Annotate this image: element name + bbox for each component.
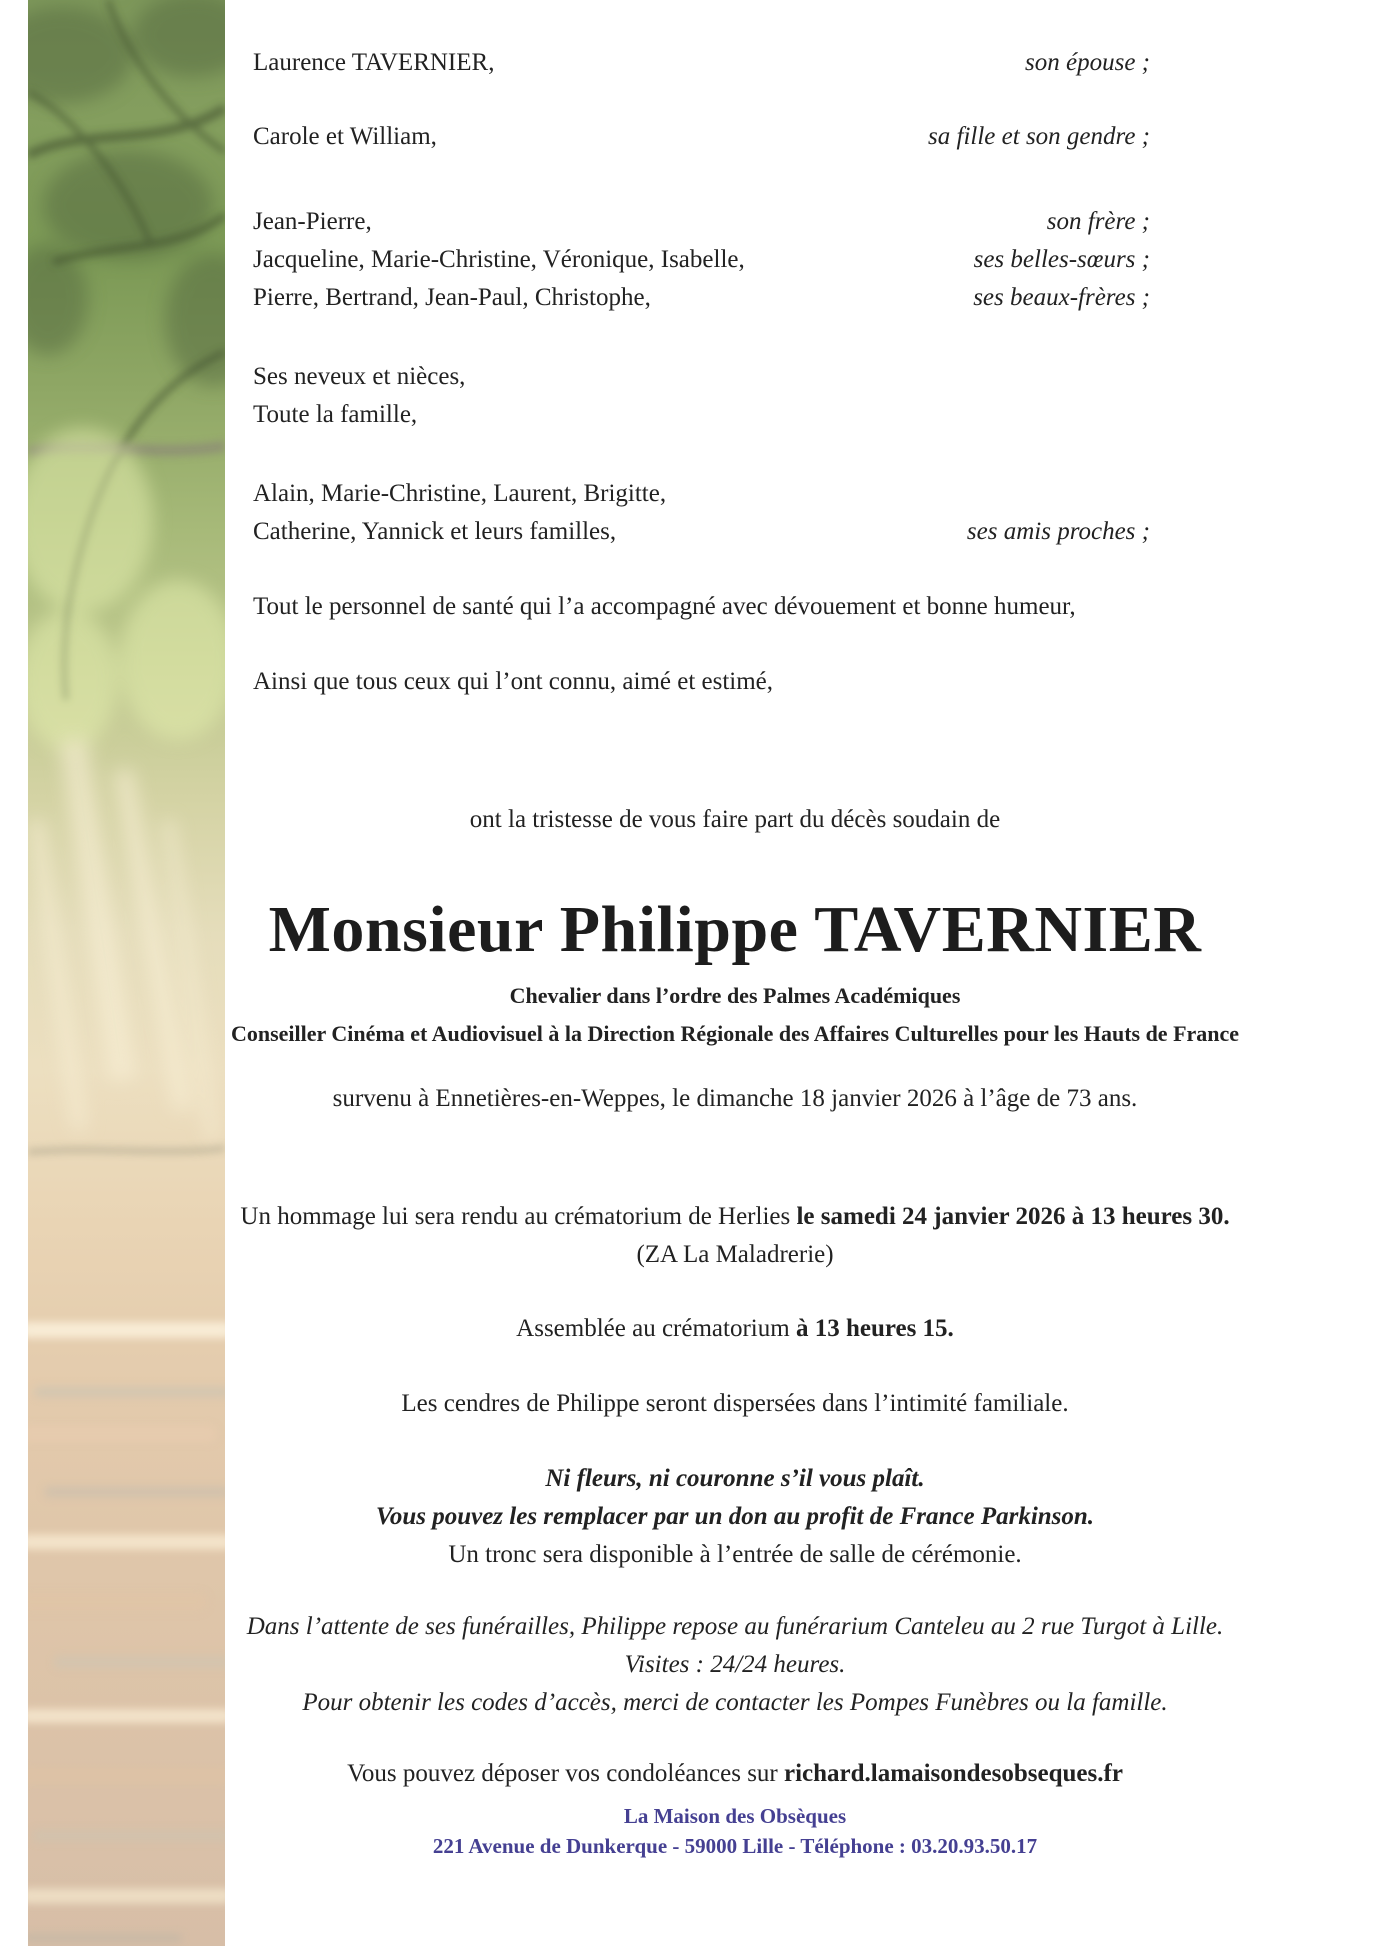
family-names: Carole et William, — [253, 123, 437, 150]
family-relation: son frère ; — [1046, 208, 1150, 235]
tribute-line — [160, 1198, 1310, 1236]
family-row — [253, 279, 1150, 317]
family-relation: sa fille et son gendre ; — [928, 123, 1150, 150]
no-flowers-line: Ni fleurs, ni couronne s’il vous plaît. — [545, 1465, 925, 1492]
visits-line: Visites : 24/24 heures. — [624, 1651, 846, 1678]
family-names: Tout le personnel de santé qui l’a accompagné avec dévouement et bonne humeur, — [253, 593, 1076, 620]
family-relation: son épouse ; — [1025, 49, 1150, 76]
assembly-time: à 13 heures 15. — [795, 1315, 954, 1342]
collection-box-line: Un tronc sera disponible à l’entrée de salle de cérémonie. — [448, 1541, 1022, 1568]
donation-line: Vous pouvez les remplacer par un don au profit de France Parkinson. — [375, 1503, 1095, 1530]
death-details: survenu à Ennetières-en-Weppes, le dimanche 18 janvier 2026 à l’âge de 73 ans. — [332, 1085, 1138, 1112]
access-codes-line: Pour obtenir les codes d’accès, merci de contacter les Pompes Funèbres ou la famille. — [302, 1689, 1168, 1716]
funeral-home-address: 221 Avenue de Dunkerque - 59000 Lille - Téléphone : 03.20.93.50.17 — [432, 1834, 1038, 1858]
funeral-home-name: La Maison des Obsèques — [623, 1804, 847, 1828]
intro-line: ont la tristesse de vous faire part du décès soudain de — [469, 806, 1001, 833]
family-names: Pierre, Bertrand, Jean-Paul, Christophe, — [253, 284, 651, 311]
family-names: Laurence TAVERNIER, — [253, 49, 495, 76]
family-row — [253, 663, 1150, 701]
family-row — [253, 588, 1150, 626]
crematorium-location: (ZA La Maladrerie) — [636, 1241, 834, 1268]
assembly-line — [160, 1310, 1310, 1348]
condolences-line — [160, 1755, 1310, 1793]
family-row — [253, 118, 1150, 156]
family-row — [253, 396, 1150, 434]
ashes-line: Les cendres de Philippe seront dispersées dans l’intimité familiale. — [401, 1390, 1069, 1417]
announcement-content — [160, 0, 1310, 1861]
family-row — [253, 203, 1150, 241]
condolences-text: Vous pouvez déposer vos condoléances sur — [347, 1760, 785, 1787]
family-row — [253, 241, 1150, 279]
family-row — [253, 44, 1150, 82]
deceased-name: Monsieur Philippe TAVERNIER — [268, 893, 1202, 966]
family-names: Ses neveux et nièces, — [253, 363, 466, 390]
tribute-datetime: le samedi 24 janvier 2026 à 13 heures 30. — [796, 1203, 1230, 1230]
tribute-text: Un hommage lui sera rendu au crématorium de Herlies — [240, 1203, 797, 1230]
family-names: Ainsi que tous ceux qui l’ont connu, aimé et estimé, — [253, 668, 774, 695]
family-row — [253, 358, 1150, 396]
family-names: Catherine, Yannick et leurs familles, — [253, 518, 617, 545]
family-row — [253, 475, 1150, 513]
family-relation: ses belles-sœurs ; — [973, 246, 1150, 273]
family-names: Alain, Marie-Christine, Laurent, Brigitte, — [253, 480, 667, 507]
family-row — [253, 513, 1150, 551]
honor-line: Conseiller Cinéma et Audiovisuel à la Direction Régionale des Affaires Culturelles pour les Hauts de France — [230, 1021, 1240, 1046]
family-names: Toute la famille, — [253, 401, 418, 428]
condolences-website: richard.lamaisondesobseques.fr — [784, 1760, 1123, 1787]
funerarium-line: Dans l’attente de ses funérailles, Philippe repose au funérarium Canteleu au 2 rue Turgot à Lille. — [246, 1613, 1224, 1640]
family-names: Jacqueline, Marie-Christine, Véronique, Isabelle, — [253, 246, 745, 273]
assembly-text: Assemblée au crématorium — [516, 1315, 796, 1342]
family-names: Jean-Pierre, — [253, 208, 372, 235]
family-list — [160, 0, 1310, 701]
family-relation: ses amis proches ; — [966, 518, 1150, 545]
honor-line: Chevalier dans l’ordre des Palmes Académiques — [509, 983, 961, 1008]
family-relation: ses beaux-frères ; — [973, 284, 1150, 311]
